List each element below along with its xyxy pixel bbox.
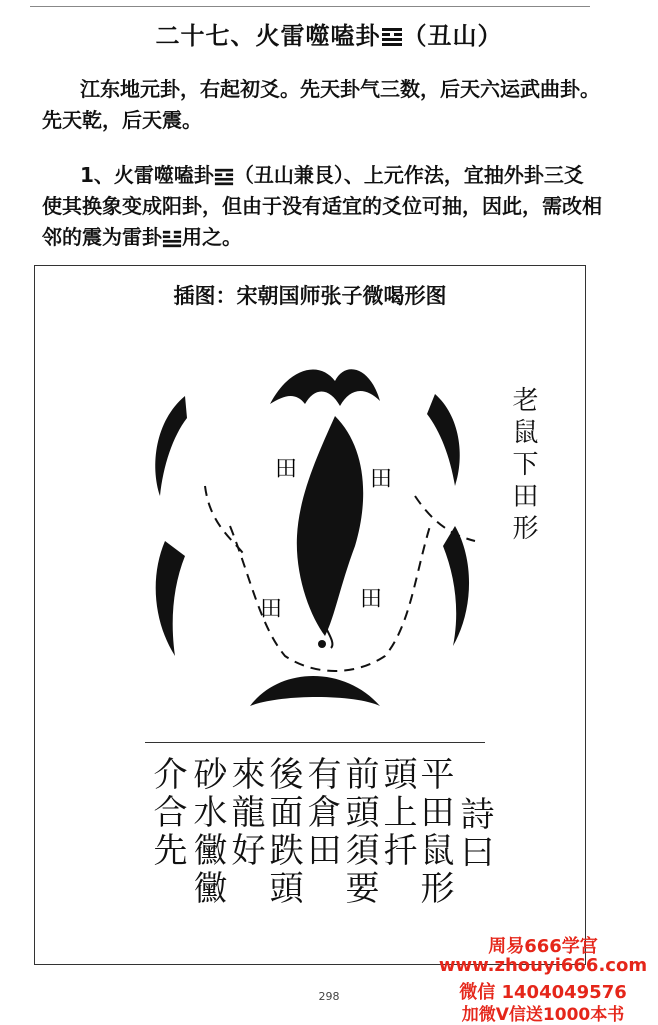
- field-mark-4: 田: [360, 587, 383, 612]
- poem-col-1: 詩曰: [454, 796, 494, 872]
- poem-col-7: 來龍好: [225, 756, 265, 870]
- watermark-line-3: 微信 1404049576: [459, 982, 627, 1003]
- title-text: 二十七、火雷噬嗑卦: [155, 22, 381, 50]
- hexagram-zhen-icon: [162, 229, 182, 249]
- poem-col-5: 有倉田: [301, 756, 341, 870]
- paragraph-2: [42, 160, 602, 253]
- poem-col-6: 後面跌頭: [263, 756, 303, 908]
- para2-lead: 1、火雷噬嗑卦: [80, 163, 214, 187]
- field-mark-1: 田: [275, 457, 298, 482]
- poem-col-3: 頭上扦: [377, 756, 417, 870]
- poem-col-4: 前頭須要: [339, 756, 379, 908]
- para2-end: 用之。: [182, 225, 242, 249]
- paragraph-1: 江东地元卦，右起初爻。先天卦气三数，后天六运武曲卦。先天乾，后天震。: [42, 77, 600, 132]
- watermark-line-1: 周易666学宫: [488, 936, 598, 957]
- title-suffix: （丑山）: [402, 22, 503, 50]
- field-mark-2: 田: [370, 467, 393, 492]
- watermark-line-2: www.zhouyi666.com: [438, 955, 648, 976]
- page-number: 298: [318, 990, 340, 1003]
- field-mark-3: 田: [260, 597, 283, 622]
- hexagram-shihe-icon: [214, 167, 234, 187]
- poem-col-9: 介合先: [147, 756, 187, 870]
- figure-side-label: 老鼠下田形: [508, 386, 538, 546]
- poem-col-2: 平田鼠形: [414, 756, 454, 908]
- watermark-line-4: 加微V信送1000本书: [461, 1005, 625, 1025]
- figure-caption: 插图：宋朝国师张子微喝形图: [173, 284, 447, 308]
- hexagram-shihe-icon: [381, 26, 403, 48]
- para2-body: （丑山兼艮）、上元作法，宜抽外卦三爻使其换象变成阳卦，但由于没有适宜的爻位可抽，因此，需改相邻的震为雷卦: [42, 163, 602, 249]
- section-title: [0, 16, 658, 51]
- poem-col-8: 砂水黴黴: [187, 756, 227, 908]
- top-rule: [30, 6, 590, 7]
- figure-frame: [34, 265, 586, 965]
